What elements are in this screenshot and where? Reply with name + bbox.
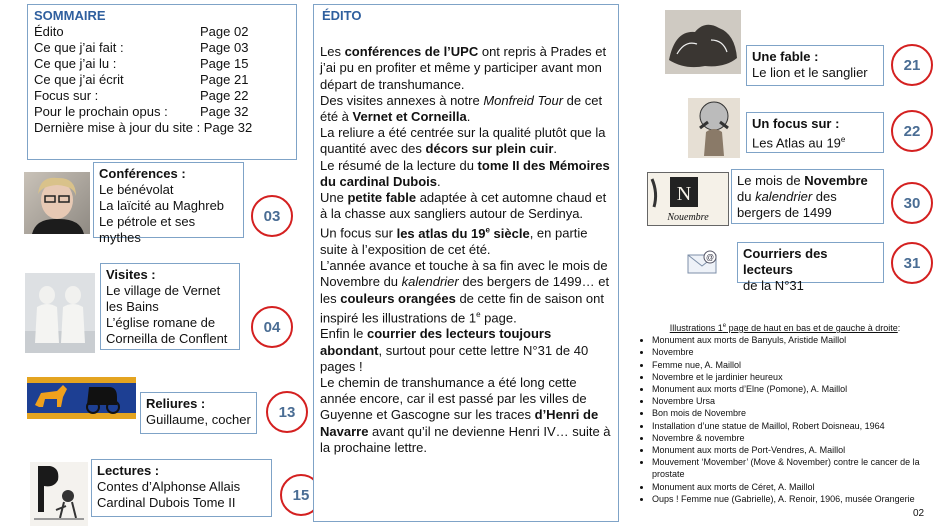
page-circle-04[interactable]: 04 <box>251 306 293 348</box>
statues-photo <box>25 273 95 353</box>
item-line: Le lion et le sanglier <box>752 65 868 80</box>
sommaire-row-page: Page 21 <box>200 72 249 87</box>
page-circle-21[interactable]: 21 <box>891 44 933 86</box>
item-box-visites[interactable] <box>100 263 240 350</box>
edito-paragraph: Des visites annexes à notre Monfreid Tour de cet été à Vernet et Corneilla. <box>320 92 603 125</box>
item-title: Visites : <box>106 267 156 282</box>
sommaire-row-label: Pour le prochain opus : <box>34 104 168 119</box>
svg-text:@: @ <box>705 253 715 262</box>
sommaire-row-page: Page 32 <box>200 104 249 119</box>
edito-paragraph: Le chemin de transhumance a été long cette année encore, car il est passé par les villes de Guyenne et Gascogne sur les traces d’Henri de Navarre avant qu’il ne devienne Henri IV… suite à la prochaine lettre. <box>320 374 611 455</box>
item-line: Les Atlas au 19e <box>752 135 846 151</box>
item-line: Le mois de Novembre <box>737 173 868 188</box>
illustration-credit: • Novembre Ursa <box>652 395 928 407</box>
illustrations-credits <box>628 320 928 505</box>
edito-title: ÉDITO <box>322 8 362 23</box>
edito-paragraph: L’année avance et touche à sa fin avec le mois de Novembre du kalendrier des bergers de 1499… et les couleurs orangées de cette fin de saison ont inspiré les illustrations de 1e page. <box>320 258 610 326</box>
sommaire-row-page: Page 02 <box>200 24 249 39</box>
edito-paragraph: Un focus sur les atlas du 19e siècle, en partie suite à l’exposition de cet été. <box>320 225 588 257</box>
sommaire-last-update[interactable]: Dernière mise à jour du site : Page 32 <box>34 120 253 135</box>
item-line: Le village de Vernet <box>106 283 221 298</box>
edito-paragraph: Les conférences de l’UPC ont repris à Prades et j’ai pu en profiter et même y participer avant mon départ de transhumance. <box>320 44 607 92</box>
portrait-photo <box>24 172 90 234</box>
page-circle-30[interactable]: 30 <box>891 182 933 224</box>
sommaire-row-page: Page 15 <box>200 56 249 71</box>
item-title: Conférences : <box>99 166 186 181</box>
illustration-credit: • Monument aux morts de Céret, A. Maillol <box>652 481 928 493</box>
illustrations-list <box>628 334 928 505</box>
illustration-credit: • Monument aux morts d’Elne (Pomone), A. Maillol <box>652 383 928 395</box>
carriage-illustration <box>27 377 136 419</box>
item-line: L’église romane de <box>106 315 216 330</box>
illustration-credit: • Novembre <box>652 346 928 358</box>
illustration-credit: • Mouvement ‘Movember’ (Move & November) contre le cancer de la prostate <box>652 456 928 480</box>
page-number: 02 <box>913 508 925 519</box>
item-title: Une fable : <box>752 49 819 64</box>
sommaire-row[interactable] <box>34 72 290 88</box>
item-title: Courriers des lecteurs <box>743 246 828 277</box>
page-circle-13[interactable]: 13 <box>266 391 308 433</box>
lion-boar-engraving <box>665 10 741 74</box>
item-line: Le bénévolat <box>99 182 174 197</box>
item-title: Reliures : <box>146 396 206 411</box>
caricature-drawing <box>30 462 88 526</box>
illustrations-heading: Illustrations 1e page de haut en bas et de gauche à droite: <box>669 323 901 333</box>
item-line: Le pétrole et ses mythes <box>99 214 196 245</box>
svg-text:N: N <box>676 183 692 205</box>
mail-envelope-icon <box>686 249 720 277</box>
illustration-credit: • Oups ! Femme nue (Gabrielle), A. Renoir, 1906, musée Orangerie <box>652 493 928 505</box>
item-box-focus[interactable] <box>746 112 884 153</box>
sommaire-row-label: Ce que j’ai fait : <box>34 40 124 55</box>
sommaire-row-label: Focus sur : <box>34 88 99 103</box>
edito-paragraph: La reliure a été centrée sur la qualité plutôt que la quantité avec des décors sur plein cuir. <box>320 125 606 157</box>
sommaire-row[interactable] <box>34 88 290 104</box>
sommaire-row-page: Page 22 <box>200 88 249 103</box>
page-circle-31[interactable]: 31 <box>891 242 933 284</box>
sommaire-row-label: Édito <box>34 24 64 39</box>
illustration-credit: • Monument aux morts de Port-Vendres, A. Maillol <box>652 444 928 456</box>
sommaire-row[interactable] <box>34 56 290 72</box>
item-title: Un focus sur : <box>752 116 840 131</box>
item-line: Cardinal Dubois Tome II <box>97 495 236 510</box>
item-box-lectures[interactable] <box>91 459 272 517</box>
sommaire-row-page: Page 03 <box>200 40 249 55</box>
item-line: Corneilla de Conflent <box>106 331 228 346</box>
sommaire-row[interactable] <box>34 104 290 120</box>
edito-box <box>313 4 619 522</box>
sommaire-box <box>27 4 297 160</box>
item-box-novembre[interactable] <box>731 169 884 224</box>
item-box-reliures[interactable] <box>140 392 257 434</box>
edito-paragraph: Le résumé de la lecture du tome II des Mémoires du cardinal Dubois. <box>320 157 610 189</box>
svg-text:Nouembre: Nouembre <box>667 212 709 223</box>
illustration-credit: • Bon mois de Novembre <box>652 407 928 419</box>
illustration-credit: • Monument aux morts de Banyuls, Aristide Maillol <box>652 334 928 346</box>
item-line: de la N°31 <box>743 278 804 293</box>
sommaire-row-label: Ce que j’ai lu : <box>34 56 117 71</box>
illustration-credit: • Novembre et le jardinier heureux <box>652 371 928 383</box>
sommaire-row[interactable] <box>34 24 290 40</box>
item-box-conferences[interactable] <box>93 162 244 245</box>
item-line: bergers de 1499 <box>737 205 832 220</box>
illustration-credit: • Installation d’une statue de Maillol, Robert Doisneau, 1964 <box>652 420 928 432</box>
page-circle-22[interactable]: 22 <box>891 110 933 152</box>
page-circle-03[interactable]: 03 <box>251 195 293 237</box>
item-box-courriers[interactable] <box>737 242 884 293</box>
illustration-credit: • Novembre & novembre <box>652 432 928 444</box>
item-line: Contes d’Alphonse Allais <box>97 479 241 494</box>
item-title: Lectures : <box>97 463 160 478</box>
item-line: La laïcité au Maghreb <box>99 198 225 213</box>
edito-paragraph: Une petite fable adaptée à cet automne chaud et à la chasse aux sangliers autour de Serdinya. <box>320 190 607 222</box>
item-box-fable[interactable] <box>746 45 884 86</box>
sommaire-row-label: Ce que j’ai écrit <box>34 72 124 87</box>
item-line: les Bains <box>106 299 159 314</box>
atlas-engraving <box>688 98 740 158</box>
sommaire-row[interactable] <box>34 40 290 56</box>
item-line: Guillaume, cocher <box>146 412 251 427</box>
illustration-credit: • Femme nue, A. Maillol <box>652 359 928 371</box>
novembre-woodcut <box>647 172 729 226</box>
item-line: du kalendrier des <box>737 189 837 204</box>
sommaire-title: SOMMAIRE <box>34 8 106 23</box>
page-circle-15[interactable]: 15 <box>280 474 322 516</box>
edito-paragraph: Enfin le courrier des lecteurs toujours abondant, surtout pour cette lettre N°31 de 40 pages ! <box>320 326 589 374</box>
